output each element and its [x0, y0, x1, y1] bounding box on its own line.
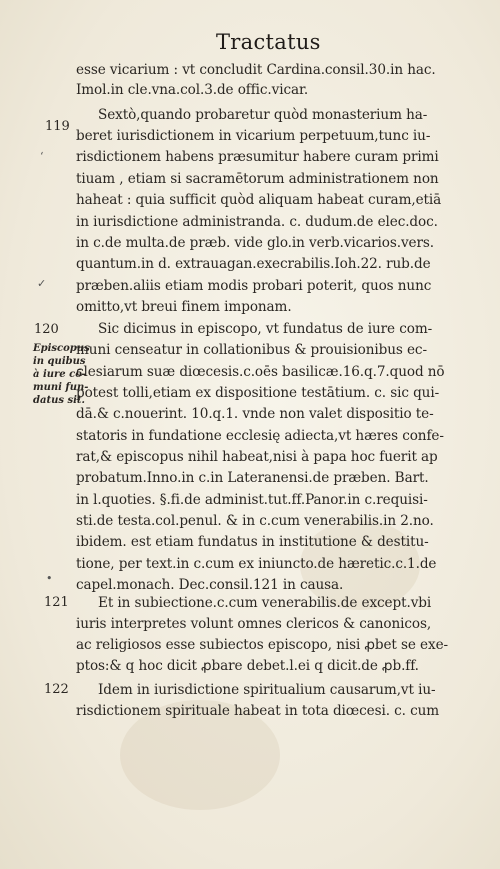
text-line: probatum.Inno.in c.in Lateranensi.de præben. Bart.: [76, 470, 429, 486]
text-line: dā.& c.nouerint. 10.q.1. vnde non valet dispositio te-: [76, 406, 434, 422]
paragraph-number: 122: [44, 682, 69, 697]
text-line: statoris in fundatione ecclesię adiecta,vt hæres confe-: [76, 428, 444, 444]
text-line: Sic dicimus in episcopo, vt fundatus de iure com-: [98, 321, 433, 337]
text-line: tione, per text.in c.cum ex iniuncto.de hæretic.c.1.de: [76, 556, 437, 572]
text-line: Et in subiectione.c.cum venerabilis.de except.vbi: [98, 595, 432, 611]
text-line: ibidem. est etiam fundatus in institutione & destitu-: [76, 534, 429, 550]
margin-note-line: muni fun-: [33, 382, 89, 393]
paragraph-number: 119: [45, 119, 70, 134]
text-line: in iurisdictione administranda. c. dudum.de elec.doc.: [76, 214, 438, 230]
stray-mark: ‘: [40, 150, 44, 163]
text-line: quantum.in d. extrauagan.execrabilis.Ioh.22. rub.de: [76, 256, 431, 272]
margin-note-line: datus sit.: [33, 395, 86, 406]
text-line: præben.aliis etiam modis probari poterit, quos nunc: [76, 278, 432, 294]
text-line: in c.de multa.de præb. vide glo.in verb.vicarios.vers.: [76, 235, 434, 251]
stray-mark: ✓: [37, 277, 47, 290]
text-line: Sextò,quando probaretur quòd monasterium ha-: [98, 107, 428, 123]
text-line: capel.monach. Dec.consil.121 in causa.: [76, 577, 344, 593]
text-line: haheat : quia sufficit quòd aliquam habeat curam,etiā: [76, 192, 442, 208]
paragraph-number: 120: [34, 322, 59, 337]
text-line: Imol.in cle.vna.col.3.de offic.vicar.: [76, 82, 309, 98]
text-line: rat,& episcopus nihil habeat,nisi à papa hoc fuerit ap: [76, 449, 438, 465]
text-line: esse vicarium : vt concludit Cardina.consil.30.in hac.: [76, 62, 436, 78]
text-line: iuris interpretes volunt omnes clericos & canonicos,: [76, 616, 432, 632]
margin-note-line: à iure cō-: [33, 369, 87, 380]
margin-note-line: Episcopus: [33, 343, 90, 354]
page-title: Tractatus: [216, 30, 321, 54]
text-line: potest tolli,etiam ex dispositione testātium. c. sic qui-: [76, 385, 440, 401]
text-line: omitto,vt breui finem imponam.: [76, 299, 292, 315]
text-line: ptos:& q hoc dicit ꝓbare debet.l.ei q dicit.de ꝓb.ff.: [76, 658, 419, 674]
text-line: ac religiosos esse subiectos episcopo, nisi ꝓbet se exe-: [76, 637, 449, 653]
text-line: sti.de testa.col.penul. & in c.cum venerabilis.in 2.no.: [76, 513, 434, 529]
text-line: muni censeatur in collationibus & prouisionibus ec-: [76, 342, 427, 358]
stray-mark: •: [46, 572, 53, 585]
margin-note-line: in quibus: [33, 356, 86, 367]
text-line: clesiarum suæ diœcesis.c.oēs basilicæ.16.q.7.quod nō: [76, 364, 445, 380]
text-line: Idem in iurisdictione spiritualium causarum,vt iu-: [98, 682, 436, 698]
text-line: beret iurisdictionem in vicarium perpetuum,tunc iu-: [76, 128, 431, 144]
text-line: risdictionem spirituale habeat in tota diœcesi. c. cum: [76, 703, 440, 719]
text-line: risdictionem habens præsumitur habere curam primi: [76, 149, 439, 165]
text-line: in l.quoties. §.fi.de administ.tut.ff.Panor.in c.requisi-: [76, 492, 428, 508]
paragraph-number: 121: [44, 595, 69, 610]
text-line: tiuam , etiam si sacramētorum administrationem non: [76, 171, 439, 187]
